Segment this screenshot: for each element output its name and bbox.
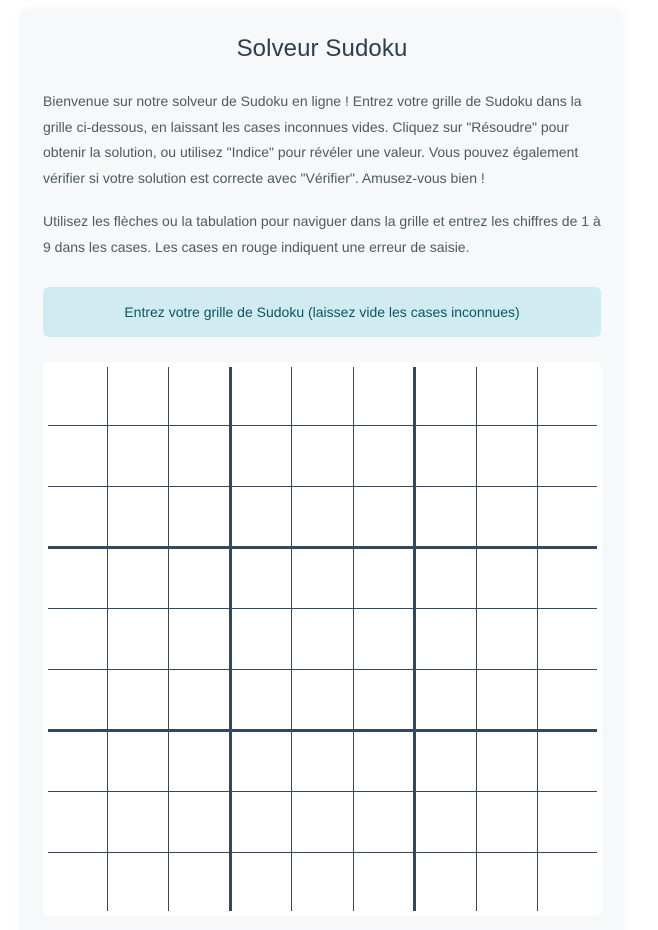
sudoku-cell-r5-c9[interactable]: [538, 608, 600, 669]
sudoku-cell-input-r3-c4[interactable]: [232, 487, 292, 546]
sudoku-cell-input-r7-c7[interactable]: [416, 732, 476, 791]
sudoku-cell-r5-c1[interactable]: [46, 608, 108, 669]
sudoku-cell-r5-c6[interactable]: [353, 608, 415, 669]
sudoku-cell-r5-c7[interactable]: [415, 608, 477, 669]
sudoku-cell-r1-c6[interactable]: [353, 364, 415, 425]
sudoku-cell-r9-c8[interactable]: [476, 852, 538, 913]
sudoku-cell-r8-c3[interactable]: [169, 791, 231, 852]
sudoku-cell-r5-c3[interactable]: [169, 608, 231, 669]
sudoku-row: [46, 730, 600, 791]
grid-instruction-banner-label: Entrez votre grille de Sudoku (laissez vide les cases inconnues): [124, 303, 520, 320]
sudoku-cell-r1-c5[interactable]: [292, 364, 354, 425]
sudoku-cell-input-r6-c9[interactable]: [538, 670, 597, 729]
sudoku-cell-r9-c5[interactable]: [292, 852, 354, 913]
sudoku-cell-r7-c5[interactable]: [292, 730, 354, 791]
sudoku-cell-input-r4-c6[interactable]: [354, 549, 414, 608]
sudoku-cell-r2-c9[interactable]: [538, 425, 600, 486]
sudoku-cell-input-r2-c3[interactable]: [169, 426, 229, 486]
sudoku-cell-r3-c7[interactable]: [415, 486, 477, 547]
sudoku-cell-r7-c7[interactable]: [415, 730, 477, 791]
sudoku-cell-input-r4-c9[interactable]: [538, 549, 597, 608]
sudoku-cell-r2-c7[interactable]: [415, 425, 477, 486]
sudoku-cell-r8-c1[interactable]: [46, 791, 108, 852]
sudoku-cell-r9-c1[interactable]: [46, 852, 108, 913]
sudoku-cell-input-r4-c1[interactable]: [48, 549, 107, 608]
sudoku-cell-r2-c3[interactable]: [169, 425, 231, 486]
sudoku-cell-r7-c8[interactable]: [476, 730, 538, 791]
sudoku-cell-r1-c9[interactable]: [538, 364, 600, 425]
sudoku-cell-input-r8-c4[interactable]: [232, 792, 292, 852]
sudoku-cell-input-r4-c2[interactable]: [108, 549, 169, 608]
sudoku-cell-input-r3-c1[interactable]: [48, 487, 107, 546]
sudoku-cell-r6-c9[interactable]: [538, 669, 600, 730]
sudoku-cell-r7-c9[interactable]: [538, 730, 600, 791]
sudoku-cell-input-r5-c8[interactable]: [477, 609, 538, 669]
sudoku-cell-r6-c1[interactable]: [46, 669, 108, 730]
sudoku-cell-input-r9-c5[interactable]: [292, 853, 353, 911]
sudoku-cell-input-r7-c9[interactable]: [538, 732, 597, 791]
sudoku-cell-input-r2-c5[interactable]: [292, 426, 353, 486]
sudoku-cell-input-r8-c7[interactable]: [416, 792, 476, 852]
sudoku-cell-input-r5-c3[interactable]: [169, 609, 229, 669]
sudoku-cell-r2-c6[interactable]: [353, 425, 415, 486]
sudoku-cell-input-r1-c5[interactable]: [292, 367, 353, 425]
sudoku-cell-r4-c3[interactable]: [169, 547, 231, 608]
sudoku-cell-input-r4-c5[interactable]: [292, 549, 353, 608]
sudoku-cell-input-r1-c9[interactable]: [538, 367, 597, 425]
sudoku-cell-input-r9-c2[interactable]: [108, 853, 169, 911]
intro-paragraph-2: Utilisez les flèches ou la tabulation pour naviguer dans la grille et entrez les chiffres de 1 à 9 dans les cases. Les cases en rouge indiquent une erreur de saisie.: [43, 213, 601, 255]
sudoku-cell-input-r2-c6[interactable]: [354, 426, 414, 486]
sudoku-cell-input-r6-c5[interactable]: [292, 670, 353, 729]
sudoku-cell-r6-c8[interactable]: [476, 669, 538, 730]
sudoku-cell-r3-c5[interactable]: [292, 486, 354, 547]
sudoku-cell-input-r2-c1[interactable]: [48, 426, 107, 486]
sudoku-cell-input-r6-c2[interactable]: [108, 670, 169, 729]
sudoku-cell-input-r5-c4[interactable]: [232, 609, 292, 669]
sudoku-cell-input-r2-c7[interactable]: [416, 426, 476, 486]
sudoku-cell-input-r5-c9[interactable]: [538, 609, 597, 669]
sudoku-cell-input-r1-c6[interactable]: [354, 367, 414, 425]
sudoku-row: [46, 669, 600, 730]
sudoku-cell-r8-c2[interactable]: [107, 791, 169, 852]
sudoku-cell-r3-c4[interactable]: [230, 486, 292, 547]
sudoku-cell-input-r7-c8[interactable]: [477, 732, 538, 791]
sudoku-cell-input-r5-c7[interactable]: [416, 609, 476, 669]
sudoku-cell-r4-c1[interactable]: [46, 547, 108, 608]
sudoku-cell-r8-c4[interactable]: [230, 791, 292, 852]
sudoku-cell-r7-c6[interactable]: [353, 730, 415, 791]
sudoku-cell-r9-c7[interactable]: [415, 852, 477, 913]
sudoku-cell-r9-c3[interactable]: [169, 852, 231, 913]
sudoku-cell-input-r5-c6[interactable]: [354, 609, 414, 669]
sudoku-cell-r4-c5[interactable]: [292, 547, 354, 608]
sudoku-cell-input-r4-c7[interactable]: [416, 549, 476, 608]
sudoku-cell-input-r4-c4[interactable]: [232, 549, 292, 608]
sudoku-row: [46, 608, 600, 669]
sudoku-row: [46, 425, 600, 486]
sudoku-cell-r8-c5[interactable]: [292, 791, 354, 852]
sudoku-cell-input-r2-c9[interactable]: [538, 426, 597, 486]
sudoku-grid-container: [43, 362, 601, 916]
sudoku-grid[interactable]: [43, 362, 602, 916]
sudoku-cell-r3-c9[interactable]: [538, 486, 600, 547]
sudoku-cell-input-r4-c8[interactable]: [477, 549, 538, 608]
sudoku-cell-input-r1-c3[interactable]: [169, 367, 229, 425]
intro-paragraph-1: Bienvenue sur notre solveur de Sudoku en ligne ! Entrez votre grille de Sudoku dans la grille ci-dessous, en laissant les cases inconnues vides. Cliquez sur "Résoudre" pour obtenir la solution, ou utilisez "Indice" pour révéler une valeur. Vous pouvez également vérifier si votre solution est correcte avec "Vérifier". Amusez-vous bien !: [43, 93, 582, 186]
sudoku-cell-r3-c2[interactable]: [107, 486, 169, 547]
sudoku-cell-r4-c4[interactable]: [230, 547, 292, 608]
sudoku-cell-r7-c3[interactable]: [169, 730, 231, 791]
sudoku-cell-r4-c2[interactable]: [107, 547, 169, 608]
sudoku-cell-input-r3-c6[interactable]: [354, 487, 414, 546]
sudoku-cell-r1-c7[interactable]: [415, 364, 477, 425]
sudoku-cell-input-r9-c7[interactable]: [416, 853, 476, 911]
sudoku-row: [46, 364, 600, 425]
sudoku-row: [46, 791, 600, 852]
sudoku-cell-input-r9-c3[interactable]: [169, 853, 229, 911]
sudoku-cell-input-r6-c6[interactable]: [354, 670, 414, 729]
sudoku-cell-input-r2-c8[interactable]: [477, 426, 538, 486]
sudoku-cell-r5-c4[interactable]: [230, 608, 292, 669]
sudoku-cell-input-r6-c8[interactable]: [477, 670, 538, 729]
sudoku-cell-input-r9-c1[interactable]: [48, 853, 107, 911]
sudoku-cell-input-r3-c5[interactable]: [292, 487, 353, 546]
sudoku-cell-input-r5-c5[interactable]: [292, 609, 353, 669]
sudoku-cell-input-r1-c8[interactable]: [477, 367, 538, 425]
solver-card: [21, 10, 623, 930]
sudoku-cell-r8-c8[interactable]: [476, 791, 538, 852]
sudoku-cell-input-r9-c9[interactable]: [538, 853, 597, 911]
sudoku-cell-input-r3-c9[interactable]: [538, 487, 597, 546]
sudoku-cell-input-r5-c1[interactable]: [48, 609, 107, 669]
page-title: Solveur Sudoku: [236, 35, 408, 62]
sudoku-cell-input-r7-c4[interactable]: [232, 732, 292, 791]
sudoku-cell-input-r6-c3[interactable]: [169, 670, 229, 729]
sudoku-cell-r7-c4[interactable]: [230, 730, 292, 791]
sudoku-cell-input-r3-c8[interactable]: [477, 487, 538, 546]
sudoku-cell-r5-c2[interactable]: [107, 608, 169, 669]
sudoku-cell-r4-c9[interactable]: [538, 547, 600, 608]
sudoku-cell-r1-c3[interactable]: [169, 364, 231, 425]
sudoku-cell-r9-c9[interactable]: [538, 852, 600, 913]
sudoku-cell-input-r2-c4[interactable]: [232, 426, 292, 486]
sudoku-cell-r6-c5[interactable]: [292, 669, 354, 730]
grid-instruction-banner: [43, 287, 601, 337]
sudoku-grid-body: [46, 364, 600, 913]
sudoku-cell-input-r1-c1[interactable]: [48, 367, 107, 425]
sudoku-cell-r5-c5[interactable]: [292, 608, 354, 669]
sudoku-row: [46, 486, 600, 547]
sudoku-cell-input-r7-c3[interactable]: [169, 732, 229, 791]
sudoku-cell-r2-c2[interactable]: [107, 425, 169, 486]
sudoku-cell-r8-c9[interactable]: [538, 791, 600, 852]
sudoku-cell-input-r8-c1[interactable]: [48, 792, 107, 852]
sudoku-cell-r6-c2[interactable]: [107, 669, 169, 730]
sudoku-cell-input-r7-c1[interactable]: [48, 732, 107, 791]
sudoku-cell-input-r1-c7[interactable]: [416, 367, 476, 425]
sudoku-cell-r6-c3[interactable]: [169, 669, 231, 730]
sudoku-cell-input-r8-c9[interactable]: [538, 792, 597, 852]
sudoku-cell-input-r8-c8[interactable]: [477, 792, 538, 852]
sudoku-row: [46, 852, 600, 913]
sudoku-cell-r1-c1[interactable]: [46, 364, 108, 425]
sudoku-cell-input-r2-c2[interactable]: [108, 426, 169, 486]
sudoku-cell-input-r4-c3[interactable]: [169, 549, 229, 608]
sudoku-cell-r8-c7[interactable]: [415, 791, 477, 852]
sudoku-cell-input-r8-c2[interactable]: [108, 792, 169, 852]
sudoku-cell-input-r1-c2[interactable]: [108, 367, 169, 425]
sudoku-cell-r6-c7[interactable]: [415, 669, 477, 730]
sudoku-cell-input-r9-c6[interactable]: [354, 853, 414, 911]
sudoku-cell-input-r6-c1[interactable]: [48, 670, 107, 729]
sudoku-cell-r3-c6[interactable]: [353, 486, 415, 547]
sudoku-cell-r1-c8[interactable]: [476, 364, 538, 425]
sudoku-cell-input-r6-c7[interactable]: [416, 670, 476, 729]
sudoku-cell-input-r9-c8[interactable]: [477, 853, 538, 911]
sudoku-cell-input-r7-c5[interactable]: [292, 732, 353, 791]
sudoku-cell-input-r8-c3[interactable]: [169, 792, 229, 852]
sudoku-cell-r2-c1[interactable]: [46, 425, 108, 486]
sudoku-cell-input-r6-c4[interactable]: [232, 670, 292, 729]
sudoku-cell-input-r3-c7[interactable]: [416, 487, 476, 546]
sudoku-cell-input-r8-c5[interactable]: [292, 792, 353, 852]
sudoku-cell-input-r5-c2[interactable]: [108, 609, 169, 669]
sudoku-cell-r3-c1[interactable]: [46, 486, 108, 547]
sudoku-cell-r4-c8[interactable]: [476, 547, 538, 608]
sudoku-cell-r9-c6[interactable]: [353, 852, 415, 913]
sudoku-cell-input-r7-c6[interactable]: [354, 732, 414, 791]
sudoku-cell-input-r7-c2[interactable]: [108, 732, 169, 791]
sudoku-cell-r2-c5[interactable]: [292, 425, 354, 486]
sudoku-cell-input-r3-c2[interactable]: [108, 487, 169, 546]
sudoku-cell-r2-c8[interactable]: [476, 425, 538, 486]
sudoku-cell-r4-c7[interactable]: [415, 547, 477, 608]
sudoku-cell-r8-c6[interactable]: [353, 791, 415, 852]
sudoku-cell-r9-c2[interactable]: [107, 852, 169, 913]
sudoku-cell-r7-c1[interactable]: [46, 730, 108, 791]
sudoku-cell-input-r9-c4[interactable]: [232, 853, 292, 911]
sudoku-cell-input-r3-c3[interactable]: [169, 487, 229, 546]
sudoku-cell-r9-c4[interactable]: [230, 852, 292, 913]
sudoku-cell-r1-c2[interactable]: [107, 364, 169, 425]
sudoku-cell-r6-c6[interactable]: [353, 669, 415, 730]
sudoku-cell-r1-c4[interactable]: [230, 364, 292, 425]
sudoku-cell-r3-c8[interactable]: [476, 486, 538, 547]
sudoku-cell-r2-c4[interactable]: [230, 425, 292, 486]
sudoku-cell-r6-c4[interactable]: [230, 669, 292, 730]
sudoku-cell-r4-c6[interactable]: [353, 547, 415, 608]
sudoku-cell-r7-c2[interactable]: [107, 730, 169, 791]
sudoku-row: [46, 547, 600, 608]
sudoku-cell-input-r1-c4[interactable]: [232, 367, 292, 425]
sudoku-cell-input-r8-c6[interactable]: [354, 792, 414, 852]
sudoku-cell-r3-c3[interactable]: [169, 486, 231, 547]
sudoku-cell-r5-c8[interactable]: [476, 608, 538, 669]
